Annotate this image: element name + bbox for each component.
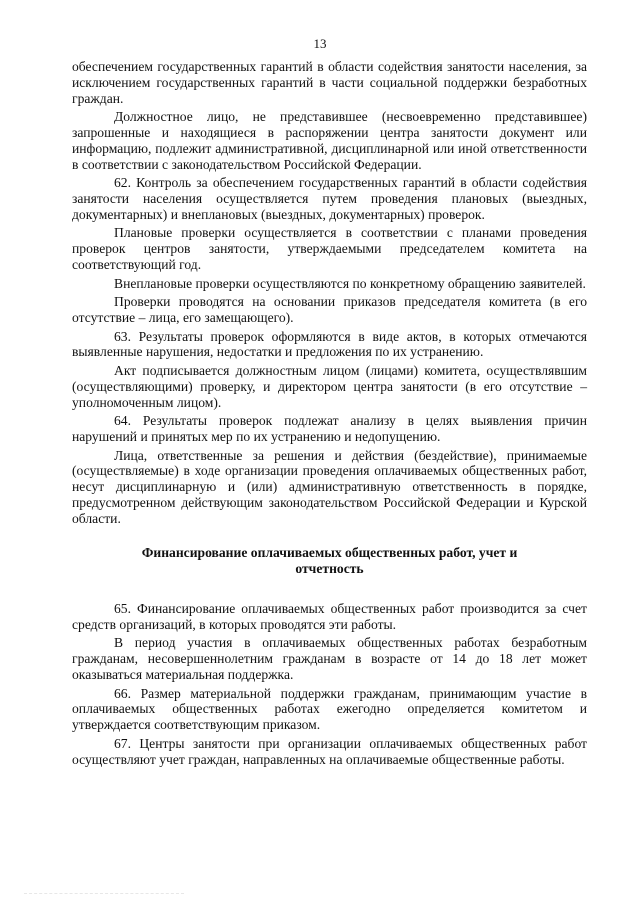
paragraph: 64. Результаты проверок подлежат анализу в целях выявления причин нарушений и принятых мер по их устранению и недопущению. <box>72 413 587 444</box>
paragraph: Плановые проверки осуществляется в соответствии с планами проведения проверок центров занятости, утверждаемыми председателем комитета на соответствующий год. <box>72 225 587 272</box>
scan-artifact <box>24 885 184 894</box>
paragraph: 66. Размер материальной поддержки гражданам, принимающим участие в оплачиваемых общественных работах ежегодно определяется комитетом и утверждается соответствующим приказом. <box>72 685 587 733</box>
paragraph: В период участия в оплачиваемых общественных работах безработным гражданам, несовершеннолетним гражданам в возрасте от 14 до 18 лет может оказываться материальная поддержка. <box>72 635 587 683</box>
page-number: 13 <box>313 36 327 51</box>
paragraph: Лица, ответственные за решения и действия (бездействие), принимаемые (осуществляемые) в ходе организации проведения оплачиваемых общественных работ, несут дисциплинарную и (или) административную ответственность в порядке, предусмотренном действующим законодательством Российской Федерации и Курской области. <box>72 447 587 526</box>
section-heading: Финансирование оплачиваемых общественных работ, учет и отчетность <box>141 545 518 577</box>
paragraph: Акт подписывается должностным лицом (лицами) комитета, осуществлявшим (осуществляющими) проверку, и директором центра занятости (в его отсутствие – уполномоченным лицом). <box>72 362 587 410</box>
paragraph: 63. Результаты проверок оформляются в виде актов, в которых отмечаются выявленные нарушения, недостатки и предложения по их устранению. <box>72 328 587 360</box>
paragraph: Должностное лицо, не представившее (несвоевременно представившее) запрошенные и находящиеся в распоряжении центра занятости документ или информацию, подлежит административной, дисциплинарной или иной ответственности в соответствии с законодательством Российской Федерации. <box>72 109 587 172</box>
paragraph: 67. Центры занятости при организации оплачиваемых общественных работ осуществляют учет граждан, направленных на оплачиваемые общественные работы. <box>72 735 587 767</box>
paragraph: Проверки проводятся на основании приказов председателя комитета (в его отсутствие – лица, его замещающего). <box>72 294 587 325</box>
document-body <box>72 59 587 770</box>
paragraph: 62. Контроль за обеспечением государственных гарантий в области содействия занятости населения осуществляется путем проведения плановых (выездных, документарных) и внеплановых (выездных, документарных) проверок. <box>72 175 587 222</box>
paragraph: обеспечением государственных гарантий в области содействия занятости населения, за исключением государственных гарантий в части социальной поддержки безработных граждан. <box>72 59 587 106</box>
paragraph: Внеплановые проверки осуществляются по конкретному обращению заявителей. <box>114 275 586 291</box>
paragraph: 65. Финансирование оплачиваемых общественных работ производится за счет средств организаций, в которых проводятся эти работы. <box>72 601 587 632</box>
